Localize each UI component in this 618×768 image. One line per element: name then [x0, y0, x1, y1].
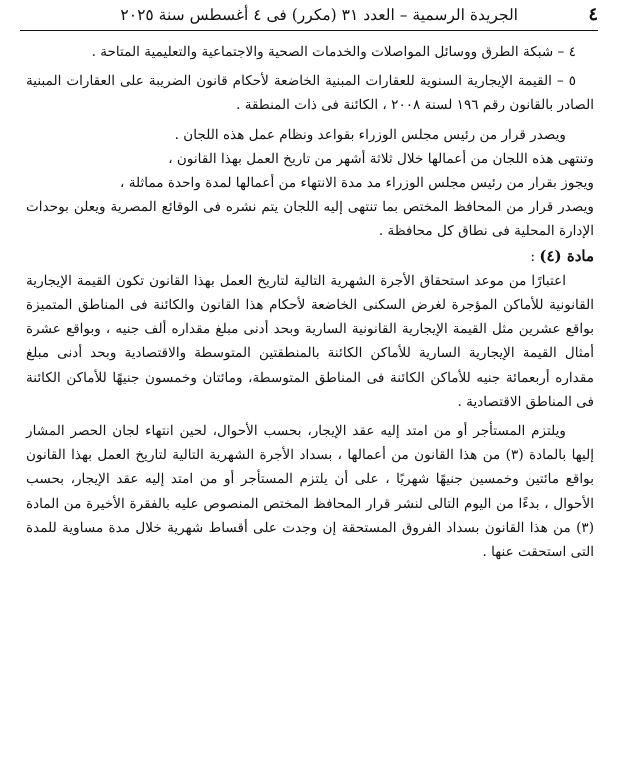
article-paragraph-1: اعتبارًا من موعد استحقاق الأجرة الشهرية التالية لتاريخ العمل بهذا القانون تكون القيمة الإيجارية القانونية للأماكن المؤجرة لغرض السكنى الخاضعة لأحكام هذا القانون والكائنة فى المناطق المتميزة بواقع عشرين مثل القيمة الإيجارية القانونية السارية وبحد أدنى مبلغ مقداره ألف جنيه ، وبواقع عشرة أمثال القيمة الإيجارية السارية للأماكن الكائنة بالمنطقتين المتوسطة والاقتصادية وبحد أدنى مبلغ مقداره أربعمائة جنيه للأماكن الكائنة فى المناطق المتوسطة، ومائتان وخمسون جنيهًا للأماكن الكائنة فى المناطق الاقتصادية . — [26, 272, 594, 410]
gazette-header-title: الجريدة الرسمية – العدد ٣١ (مكرر) فى ٤ أغسطس سنة ٢٠٢٥ — [120, 6, 518, 24]
article-heading — [26, 244, 594, 269]
page-body — [26, 40, 594, 564]
article-title: مادة (٤) — [539, 246, 594, 265]
paragraph-committee-rules: ويصدر قرار من رئيس مجلس الوزراء بقواعد ونظام عمل هذه اللجان . — [174, 126, 566, 143]
article-paragraph-2: ويلتزم المستأجر أو من امتد إليه عقد الإيجار، بحسب الأحوال، لحين انتهاء لجان الحصر المشار إليها بالمادة (٣) من هذا القانون من أعمالها ، بسداد الأجرة الشهرية التالية لتاريخ العمل بهذا القانون بواقع مائتين وخمسين جنيهًا شهريًا ، على أن يلتزم المستأجر أو من امتد إليه عقد الإيجار، بحسب الأحوال ، بدءًا من اليوم التالى لنشر قرار المحافظ المختص المنصوص عليه بالفقرة الأخيرة من المادة (٣) من هذا القانون بسداد الفروق المستحقة إن وجدت على أقساط شهرية خلال مدة مساوية للمدة التى استحقت عنها . — [26, 423, 594, 561]
page-number: ٤ — [588, 4, 598, 25]
list-item-5: ٥ – القيمة الإيجارية السنوية للعقارات المبنية الخاضعة لأحكام قانون الضريبة على العقارات المبنية الصادر بالقانون رقم ١٩٦ لسنة ٢٠٠٨ ، الكائنة فى ذات المنطقة . — [26, 73, 594, 114]
article-title-suffix: : — [530, 248, 540, 265]
list-item-4: ٤ – شبكة الطرق ووسائل المواصلات والخدمات الصحية والاجتماعية والتعليمية المتاحة . — [91, 44, 576, 60]
paragraph-governor-decision: ويصدر قرار من المحافظ المختص بما تنتهى إليه اللجان يتم نشره فى الوقائع المصرية ويعلن بوحدات الإدارة المحلية فى نطاق كل محافظة . — [26, 199, 594, 240]
paragraph-extension: ويجوز بقرار من رئيس مجلس الوزراء مد مدة الانتهاء من أعمالها لمدة واحدة مماثلة ، — [120, 175, 594, 192]
paragraph-committee-deadline: وتنتهى هذه اللجان من أعمالها خلال ثلاثة أشهر من تاريخ العمل بهذا القانون ، — [168, 150, 594, 167]
page-header — [20, 4, 598, 31]
